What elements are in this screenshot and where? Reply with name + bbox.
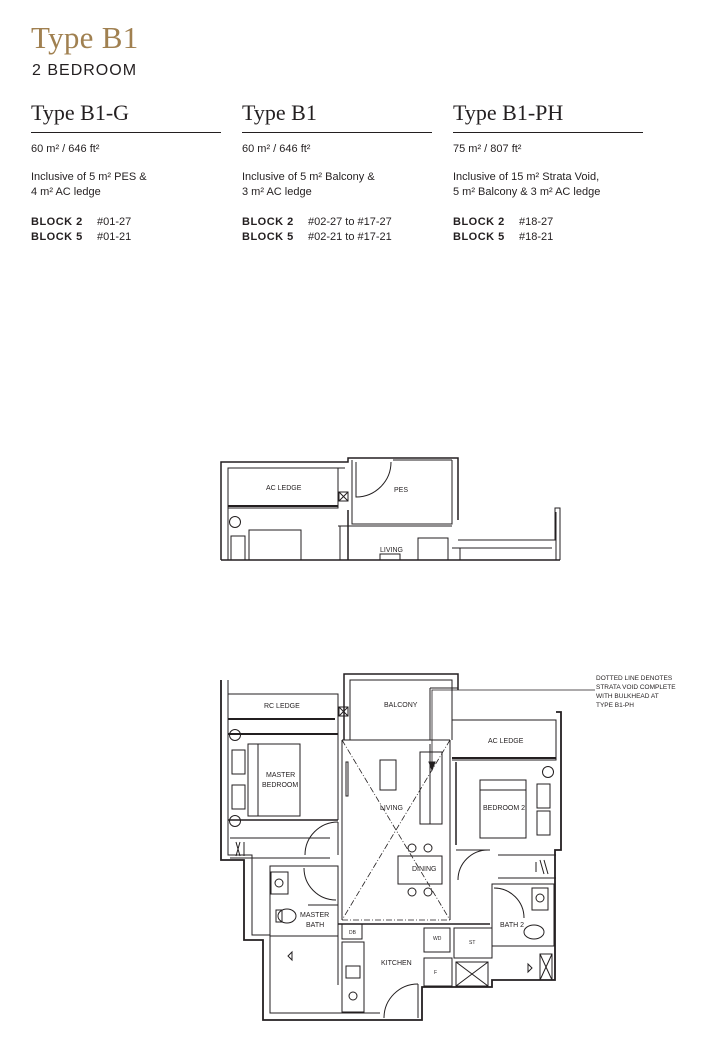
- type-name: Type B1: [242, 100, 432, 133]
- block-label: BLOCK 5: [242, 231, 294, 243]
- inclusion-line: 4 m² AC ledge: [31, 186, 101, 198]
- inclusion-line: Inclusive of 15 m² Strata Void,: [453, 171, 600, 183]
- master-bath-label-line2: BATH: [306, 922, 325, 929]
- ac-ledge-label: AC LEDGE: [488, 738, 524, 745]
- block-units: #01-21: [97, 231, 132, 243]
- block-label: BLOCK 2: [453, 216, 505, 228]
- block-units: #02-27 to #17-27: [308, 216, 392, 228]
- st-label: ST: [469, 940, 476, 946]
- wd-label: WD: [433, 936, 442, 942]
- void-note-line4: TYPE B1-PH: [596, 702, 634, 709]
- page-title: Type B1: [31, 20, 139, 55]
- block-units: #02-21 to #17-21: [308, 231, 392, 243]
- type-area: 75 m² / 807 ft²: [453, 143, 522, 155]
- block-units: #18-21: [519, 231, 554, 243]
- ground-living-label: LIVING: [380, 547, 403, 554]
- inclusion-line: 3 m² AC ledge: [242, 186, 312, 198]
- inclusion-line: Inclusive of 5 m² PES &: [31, 171, 147, 183]
- type-area: 60 m² / 646 ft²: [31, 143, 100, 155]
- main-floor-plan: [221, 674, 595, 1020]
- block-label: BLOCK 2: [242, 216, 294, 228]
- balcony-label: BALCONY: [384, 702, 418, 709]
- master-bedroom-label-line2: BEDROOM: [262, 782, 299, 789]
- kitchen-label: KITCHEN: [381, 960, 412, 967]
- ground-ac-ledge-label: AC LEDGE: [266, 485, 302, 492]
- block-units: #01-27: [97, 216, 132, 228]
- living-label: LIVING: [380, 805, 403, 812]
- type-area: 60 m² / 646 ft²: [242, 143, 311, 155]
- f-label: F: [434, 970, 438, 976]
- bedroom2-label: BEDROOM 2: [483, 805, 526, 812]
- ground-pes-label: PES: [394, 487, 409, 494]
- dining-label: DINING: [412, 866, 437, 873]
- inclusion-line: 5 m² Balcony & 3 m² AC ledge: [453, 186, 601, 198]
- ground-floor-plan: [221, 458, 560, 560]
- void-note-line1: DOTTED LINE DENOTES: [596, 675, 673, 682]
- void-note-line2: STRATA VOID COMPLETE: [596, 684, 676, 691]
- block-label: BLOCK 5: [31, 231, 83, 243]
- master-bedroom-label-line1: MASTER: [266, 772, 296, 779]
- master-bath-label-line1: MASTER: [300, 912, 330, 919]
- block-label: BLOCK 5: [453, 231, 505, 243]
- type-name: Type B1-PH: [453, 100, 643, 133]
- type-name: Type B1-G: [31, 100, 221, 133]
- bath2-label: BATH 2: [500, 922, 524, 929]
- rc-ledge-label: RC LEDGE: [264, 703, 300, 710]
- block-units: #18-27: [519, 216, 554, 228]
- db-label: DB: [349, 930, 356, 936]
- void-note-line3: WITH BULKHEAD AT: [596, 693, 659, 700]
- page-subtitle: 2 BEDROOM: [32, 62, 138, 79]
- inclusion-line: Inclusive of 5 m² Balcony &: [242, 171, 375, 183]
- block-label: BLOCK 2: [31, 216, 83, 228]
